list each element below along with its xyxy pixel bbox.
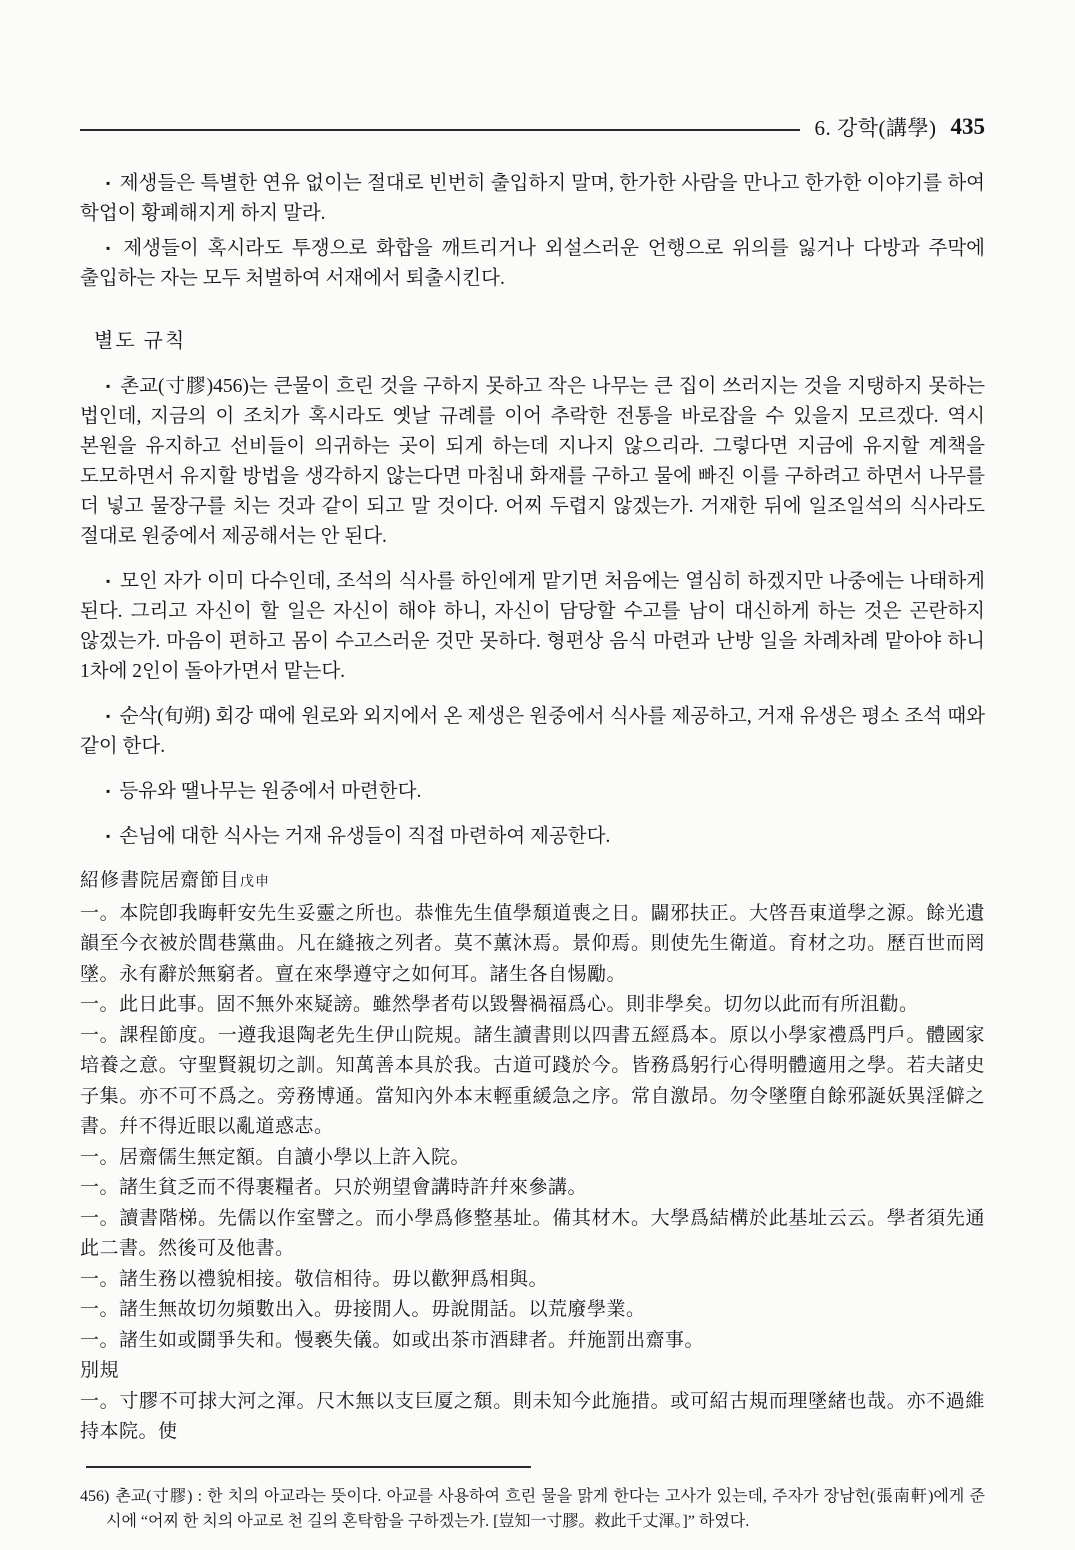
rule-text: 손님에 대한 식사는 거재 유생들이 직접 마련하여 제공한다. (119, 826, 611, 847)
intro-rules (80, 168, 985, 294)
separate-rules (80, 371, 985, 852)
hanmun-title-date: 戊申 (240, 875, 271, 890)
byeolgyu-heading: 別規 (80, 1360, 120, 1381)
square-bullet-icon: ▪ (106, 241, 115, 255)
rule-text: 모인 자가 이미 다수인데, 조석의 식사를 하인에게 맡기면 처음에는 열심히 하겠지만 나중에는 나태하게 된다. 그리고 자신이 할 일은 자신이 해야 하니, 자신이 담당할 수고를 남이 대신하게 하는 것은 곤란하지 않겠는가. 마음이 편하고 몸이 수고스러운 것만 못하다. 형편상 음식 마련과 난방 일을 차례차례 맡아야 하니 1차에 2인이 돌아가면서 맡는다. (80, 571, 985, 682)
footnote-area (80, 1466, 985, 1534)
rule-text: 순삭(旬朔) 회강 때에 원로와 외지에서 온 제생은 원중에서 식사를 제공하고, 거재 유생은 평소 조석 때와 같이 한다. (80, 706, 985, 757)
square-bullet-icon: ▪ (106, 784, 111, 798)
rule-paragraph (80, 566, 985, 687)
hanmun-item: 一。諸生貧乏而不得裹糧者。只於朔望會講時許幷來參講。 (80, 1177, 588, 1198)
hanmun-item: 一。居齋儒生無定額。自讀小學以上許入院。 (80, 1146, 471, 1168)
rule-paragraph (80, 371, 985, 552)
page-number: 435 (950, 114, 985, 139)
square-bullet-icon: ▪ (106, 176, 111, 190)
hanmun-item: 一。諸生務以禮貌相接。敬信相待。毋以歡狎爲相與。 (80, 1268, 549, 1290)
square-bullet-icon: ▪ (106, 379, 112, 393)
chapter-title: 6. 강학(講學) (814, 116, 937, 140)
rule-paragraph (80, 776, 985, 807)
hanmun-item: 一。讀書階梯。先儒以作室譬之。而小學爲修整基址。備其材木。大學爲結構於此基址云云。學者須先通此二書。然後可及他書。 (80, 1207, 985, 1259)
rule-text: 등유와 땔나무는 원중에서 마련한다. (119, 781, 422, 802)
rule-text: 촌교(寸膠)456)는 큰물이 흐린 것을 구하지 못하고 작은 나무는 큰 집이 쓰러지는 것을 지탱하지 못하는 법인데, 지금의 이 조치가 혹시라도 옛날 규례를 이어 추락한 전통을 바로잡을 수 있을지 모르겠다. 역시 본원을 유지하고 선비들이 의귀하는 곳이 되게 하는데 지나지 않으리라. 그렇다면 지금에 유지할 계책을 도모하면서 유지할 방법을 생각하지 않는다면 마침내 화재를 구하고 물에 빠진 이를 구하려고 하면서 나무를 더 넣고 물장구를 치는 것과 같이 되고 말 것이다. 어찌 두렵지 않겠는가. 거재한 뒤에 일조일석의 식사라도 절대로 원중에서 제공해서는 안 된다. (80, 376, 985, 547)
hanmun-source (80, 866, 985, 1448)
square-bullet-icon: ▪ (106, 829, 111, 843)
running-head (80, 112, 985, 142)
rule-paragraph (80, 701, 985, 762)
hanmun-title (80, 866, 985, 899)
rule-paragraph (80, 233, 985, 294)
footnote-456 (80, 1484, 985, 1534)
hanmun-item: 一。此日此事。固不無外來疑謗。雖然學者苟以毀譽禍福爲心。則非學矣。切勿以此而有所沮勸。 (80, 994, 919, 1015)
rule-text: 제생들이 혹시라도 투쟁으로 화합을 깨트리거나 외설스러운 언행으로 위의를 잃거나 다방과 주막에 출입하는 자는 모두 처벌하여 서재에서 퇴출시킨다. (80, 238, 985, 289)
rule-paragraph (80, 168, 985, 229)
hanmun-title-main: 紹修書院居齋節目 (80, 870, 241, 891)
footnote-rule (86, 1466, 531, 1468)
book-page (80, 112, 985, 1550)
square-bullet-icon: ▪ (106, 574, 112, 588)
hanmun-item: 一。本院卽我晦軒安先生妥靈之所也。恭惟先生值學頹道喪之日。闢邪扶正。大啓吾東道學之源。餘光遺韻至今衣被於閭巷黨曲。凡在縫掖之列者。莫不薰沐焉。景仰焉。則使先生衛道。育材之功。歷百世而罔墜。永有辭於無窮者。亶在來學遵守之如何耳。諸生各自惕勵。 (80, 902, 985, 985)
footnote-text: 촌교(寸膠) : 한 치의 아교라는 뜻이다. 아교를 사용하여 흐린 물을 맑게 한다는 고사가 있는데, 주자가 장남헌(張南軒)에게 준 시에 “어찌 한 치의 아교로 천 길의 혼탁함을 구하겠는가. [豈知一寸膠。救此千丈渾。]” 하였다. (106, 1487, 985, 1530)
hanmun-item: 一。寸膠不可捄大河之渾。尺木無以支巨厦之頹。則未知今此施措。或可紹古規而理墜緒也哉。亦不過維持本院。使 (80, 1390, 985, 1442)
rule-paragraph (80, 821, 985, 852)
footnote-number: 456) (80, 1487, 110, 1505)
hanmun-item: 一。諸生如或鬪爭失和。慢褻失儀。如或出茶市酒肆者。幷施罰出齋事。 (80, 1329, 705, 1351)
hanmun-item: 一。課程節度。一遵我退陶老先生伊山院規。諸生讀書則以四書五經爲本。原以小學家禮爲門戶。體國家培養之意。守聖賢親切之訓。知萬善本具於我。古道可踐於今。皆務爲躬行心得明體適用之學。若夫諸史子集。亦不可不爲之。旁務博通。當知內外本末輕重緩急之序。常自激昂。勿令墜墮自餘邪誕妖異淫僻之書。幷不得近眼以亂道惑志。 (80, 1024, 985, 1137)
header-rule (80, 129, 800, 131)
section-title: 별도 규칙 (94, 330, 187, 352)
square-bullet-icon: ▪ (106, 709, 111, 723)
hanmun-item: 一。諸生無故切勿頻數出入。毋接閒人。毋說閒話。以荒廢學業。 (80, 1299, 646, 1320)
rule-text: 제생들은 특별한 연유 없이는 절대로 빈번히 출입하지 말며, 한가한 사람을 만나고 한가한 이야기를 하여 학업이 황폐해지게 하지 말라. (80, 173, 985, 224)
